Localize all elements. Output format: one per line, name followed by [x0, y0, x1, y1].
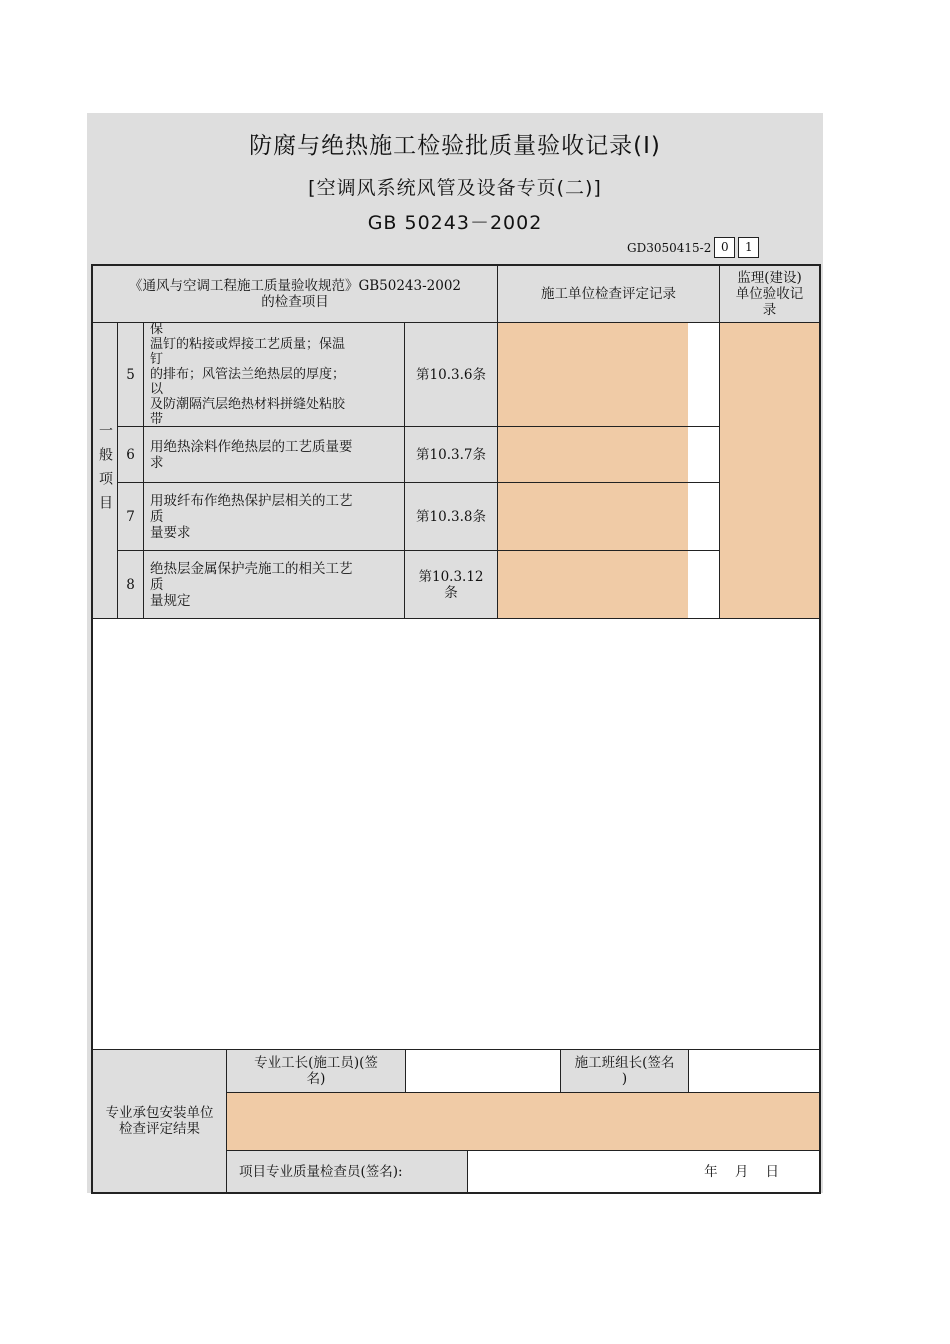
- row-item-text: 用玻纤布作绝热保护层相关的工艺 质 量要求: [144, 483, 405, 551]
- form-code: [627, 237, 759, 258]
- group-label: 一般项目: [97, 422, 113, 519]
- header-contractor-record: 施工单位检查评定记录: [498, 266, 720, 323]
- form-title: 防腐与绝热施工检验批质量验收记录(Ⅰ): [249, 133, 661, 159]
- inspector-signature-field[interactable]: [468, 1151, 819, 1192]
- code-digit-box[interactable]: 1: [738, 237, 759, 258]
- team-leader-signature-label: 施工班组长(签名 ): [561, 1050, 689, 1093]
- header-spec-items: 《通风与空调工程施工质量验收规范》GB50243-2002 的检查项目: [93, 266, 498, 323]
- contractor-unit-result-label: 专业承包安装单位 检查评定结果: [93, 1050, 227, 1192]
- row-clause: 第10.3.8条: [405, 483, 498, 551]
- contractor-record-margin: [688, 323, 720, 427]
- contractor-record-cell[interactable]: [498, 323, 688, 427]
- supervisor-record-cell[interactable]: [720, 323, 819, 619]
- evaluation-result-field[interactable]: [227, 1093, 819, 1151]
- contractor-record-cell[interactable]: [498, 551, 688, 619]
- team-leader-signature-field[interactable]: [689, 1050, 819, 1093]
- row-item-text: 用绝热涂料作绝热层的工艺质量要 求: [144, 427, 405, 483]
- row-number: 6: [118, 427, 144, 483]
- inspector-signature-label: 项目专业质量检查员(签名):: [227, 1151, 468, 1192]
- row-item-text: 绝热层金属保护壳施工的相关工艺 质 量规定: [144, 551, 405, 619]
- date-label: 年 月 日: [704, 1163, 779, 1180]
- contractor-record-cell[interactable]: [498, 483, 688, 551]
- contractor-record-margin: [688, 427, 720, 483]
- row-clause: 第10.3.7条: [405, 427, 498, 483]
- row-clause: 第10.3.12 条: [405, 551, 498, 619]
- row-number: 8: [118, 551, 144, 619]
- form-subtitle: [空调风系统风管及设备专页(二)]: [308, 177, 602, 199]
- row-item-text: 保 温钉的粘接或焊接工艺质量；保温 钉 的排布；风管法兰绝热层的厚度； 以 及防潮隔汽层绝热材料拼缝处粘胶 带: [144, 323, 405, 427]
- group-general-items: [93, 323, 118, 619]
- standard-number: GB 50243－2002: [367, 212, 543, 234]
- row-clause: 第10.3.6条: [405, 323, 498, 427]
- row-number: 5: [118, 323, 144, 427]
- form-sheet: [87, 113, 823, 1193]
- header-supervisor-record: 监理(建设) 单位验收记 录: [720, 266, 819, 323]
- row-number: 7: [118, 483, 144, 551]
- inspection-table: [91, 264, 821, 1194]
- foreman-signature-field[interactable]: [406, 1050, 561, 1093]
- foreman-signature-label: 专业工长(施工员)(签 名): [227, 1050, 406, 1093]
- code-digit-box[interactable]: 0: [714, 237, 735, 258]
- blank-area: [93, 619, 819, 1050]
- contractor-record-margin: [688, 551, 720, 619]
- contractor-record-cell[interactable]: [498, 427, 688, 483]
- form-code-prefix: GD3050415-2: [627, 240, 712, 255]
- contractor-record-margin: [688, 483, 720, 551]
